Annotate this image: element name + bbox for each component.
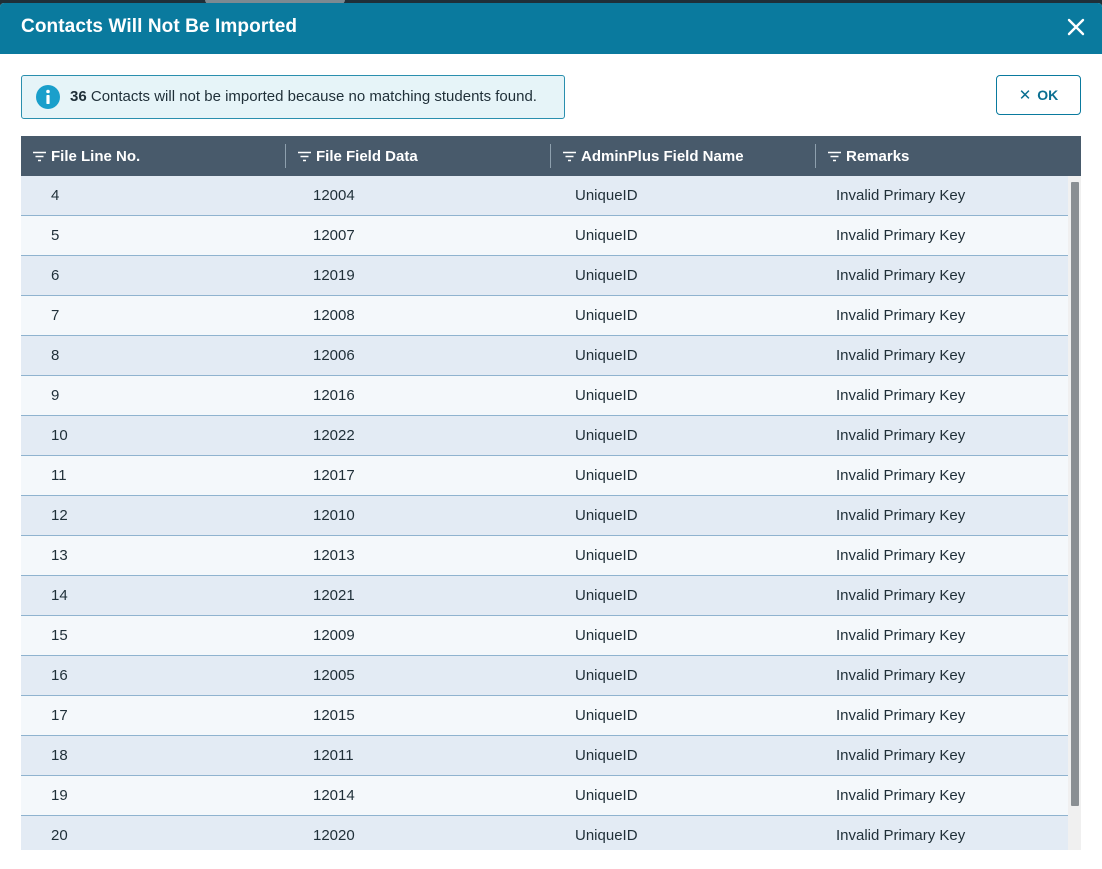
- cell-file-line-no: 9: [51, 387, 60, 404]
- cell-file-line-no: 8: [51, 347, 60, 364]
- column-header-label: File Field Data: [316, 147, 418, 165]
- cell-file-field-data: 12016: [313, 387, 355, 404]
- table-row[interactable]: [21, 296, 1068, 336]
- table-row[interactable]: [21, 256, 1068, 296]
- table-row[interactable]: [21, 816, 1068, 850]
- cell-file-line-no: 13: [51, 547, 68, 564]
- cell-file-line-no: 5: [51, 227, 60, 244]
- cell-remarks: Invalid Primary Key: [836, 707, 966, 724]
- close-icon: ✕: [1018, 86, 1032, 104]
- cell-file-line-no: 11: [51, 467, 67, 484]
- table-row[interactable]: [21, 376, 1068, 416]
- cell-file-field-data: 12008: [313, 307, 355, 324]
- cell-file-line-no: 18: [51, 747, 68, 764]
- cell-file-line-no: 12: [51, 507, 68, 524]
- cell-field-name: UniqueID: [575, 587, 638, 604]
- table-row[interactable]: [21, 536, 1068, 576]
- table-row[interactable]: [21, 736, 1068, 776]
- table-row[interactable]: [21, 216, 1068, 256]
- column-separator[interactable]: [815, 144, 816, 168]
- cell-file-field-data: 12019: [313, 267, 355, 284]
- cell-remarks: Invalid Primary Key: [836, 667, 966, 684]
- table-row[interactable]: [21, 336, 1068, 376]
- cell-file-field-data: 12020: [313, 827, 355, 844]
- cell-field-name: UniqueID: [575, 827, 638, 844]
- cell-remarks: Invalid Primary Key: [836, 387, 966, 404]
- cell-file-field-data: 12005: [313, 667, 355, 684]
- ok-button-label: OK: [1037, 87, 1059, 103]
- cell-field-name: UniqueID: [575, 387, 638, 404]
- vertical-scrollbar[interactable]: [1068, 176, 1081, 850]
- table-row[interactable]: [21, 776, 1068, 816]
- cell-remarks: Invalid Primary Key: [836, 627, 966, 644]
- grid-body: [21, 176, 1068, 850]
- cell-file-field-data: 12021: [313, 587, 355, 604]
- cell-remarks: Invalid Primary Key: [836, 547, 966, 564]
- cell-field-name: UniqueID: [575, 267, 638, 284]
- cell-remarks: Invalid Primary Key: [836, 427, 966, 444]
- cell-field-name: UniqueID: [575, 507, 638, 524]
- info-count: 36: [70, 88, 87, 105]
- cell-field-name: UniqueID: [575, 347, 638, 364]
- cell-field-name: UniqueID: [575, 747, 638, 764]
- cell-file-line-no: 15: [51, 627, 68, 644]
- cell-file-line-no: 6: [51, 267, 60, 284]
- import-errors-dialog: [0, 3, 1102, 869]
- scrollbar-thumb[interactable]: [1071, 182, 1079, 806]
- cell-field-name: UniqueID: [575, 187, 638, 204]
- column-header-adminplus-field-name[interactable]: [563, 136, 744, 176]
- column-separator[interactable]: [550, 144, 551, 168]
- column-header-file-line-no[interactable]: [33, 136, 140, 176]
- table-row[interactable]: [21, 576, 1068, 616]
- column-header-label: Remarks: [846, 147, 910, 165]
- cell-field-name: UniqueID: [575, 707, 638, 724]
- cell-field-name: UniqueID: [575, 467, 638, 484]
- cell-file-line-no: 19: [51, 787, 68, 804]
- grid-header: [21, 136, 1081, 176]
- cell-file-line-no: 17: [51, 707, 68, 724]
- cell-remarks: Invalid Primary Key: [836, 787, 966, 804]
- table-row[interactable]: [21, 416, 1068, 456]
- column-header-label: AdminPlus Field Name: [581, 147, 744, 165]
- cell-remarks: Invalid Primary Key: [836, 747, 966, 764]
- table-row[interactable]: [21, 456, 1068, 496]
- cell-file-line-no: 4: [51, 187, 60, 204]
- column-header-file-field-data[interactable]: [298, 136, 418, 176]
- ok-button[interactable]: [996, 75, 1081, 115]
- dialog-title: Contacts Will Not Be Imported: [21, 16, 298, 37]
- info-message-text: Contacts will not be imported because no matching students found.: [86, 88, 537, 105]
- table-row[interactable]: [21, 176, 1068, 216]
- cell-file-line-no: 10: [51, 427, 68, 444]
- cell-file-field-data: 12014: [313, 787, 355, 804]
- cell-file-field-data: 12009: [313, 627, 355, 644]
- filter-icon[interactable]: [828, 151, 841, 162]
- cell-file-line-no: 14: [51, 587, 68, 604]
- cell-file-field-data: 12010: [313, 507, 355, 524]
- cell-file-field-data: 12015: [313, 707, 355, 724]
- results-grid: [21, 136, 1081, 850]
- cell-field-name: UniqueID: [575, 547, 638, 564]
- cell-remarks: Invalid Primary Key: [836, 507, 966, 524]
- info-message: [70, 88, 537, 105]
- cell-field-name: UniqueID: [575, 427, 638, 444]
- cell-file-line-no: 16: [51, 667, 68, 684]
- cell-field-name: UniqueID: [575, 667, 638, 684]
- cell-file-field-data: 12022: [313, 427, 355, 444]
- cell-field-name: UniqueID: [575, 787, 638, 804]
- cell-remarks: Invalid Primary Key: [836, 827, 966, 844]
- info-banner: [21, 75, 565, 119]
- filter-icon[interactable]: [298, 151, 311, 162]
- table-row[interactable]: [21, 616, 1068, 656]
- cell-field-name: UniqueID: [575, 227, 638, 244]
- cell-file-line-no: 7: [51, 307, 60, 324]
- cell-remarks: Invalid Primary Key: [836, 307, 966, 324]
- cell-field-name: UniqueID: [575, 307, 638, 324]
- close-icon[interactable]: [1064, 15, 1088, 39]
- column-header-label: File Line No.: [51, 147, 141, 165]
- cell-remarks: Invalid Primary Key: [836, 187, 966, 204]
- cell-remarks: Invalid Primary Key: [836, 267, 966, 284]
- cell-remarks: Invalid Primary Key: [836, 227, 966, 244]
- cell-file-field-data: 12017: [313, 467, 355, 484]
- cell-remarks: Invalid Primary Key: [836, 347, 966, 364]
- column-header-remarks[interactable]: [828, 136, 909, 176]
- cell-remarks: Invalid Primary Key: [836, 587, 966, 604]
- cell-file-field-data: 12006: [313, 347, 355, 364]
- cell-file-field-data: 12004: [313, 187, 355, 204]
- column-separator[interactable]: [285, 144, 286, 168]
- cell-file-field-data: 12007: [313, 227, 355, 244]
- table-row[interactable]: [21, 496, 1068, 536]
- cell-file-field-data: 12011: [313, 747, 354, 764]
- cell-file-line-no: 20: [51, 827, 68, 844]
- cell-file-field-data: 12013: [313, 547, 355, 564]
- filter-icon[interactable]: [33, 151, 46, 162]
- cell-remarks: Invalid Primary Key: [836, 467, 966, 484]
- dialog-titlebar: [0, 3, 1102, 54]
- cell-field-name: UniqueID: [575, 627, 638, 644]
- table-row[interactable]: [21, 696, 1068, 736]
- table-row[interactable]: [21, 656, 1068, 696]
- filter-icon[interactable]: [563, 151, 576, 162]
- info-icon: [36, 85, 60, 109]
